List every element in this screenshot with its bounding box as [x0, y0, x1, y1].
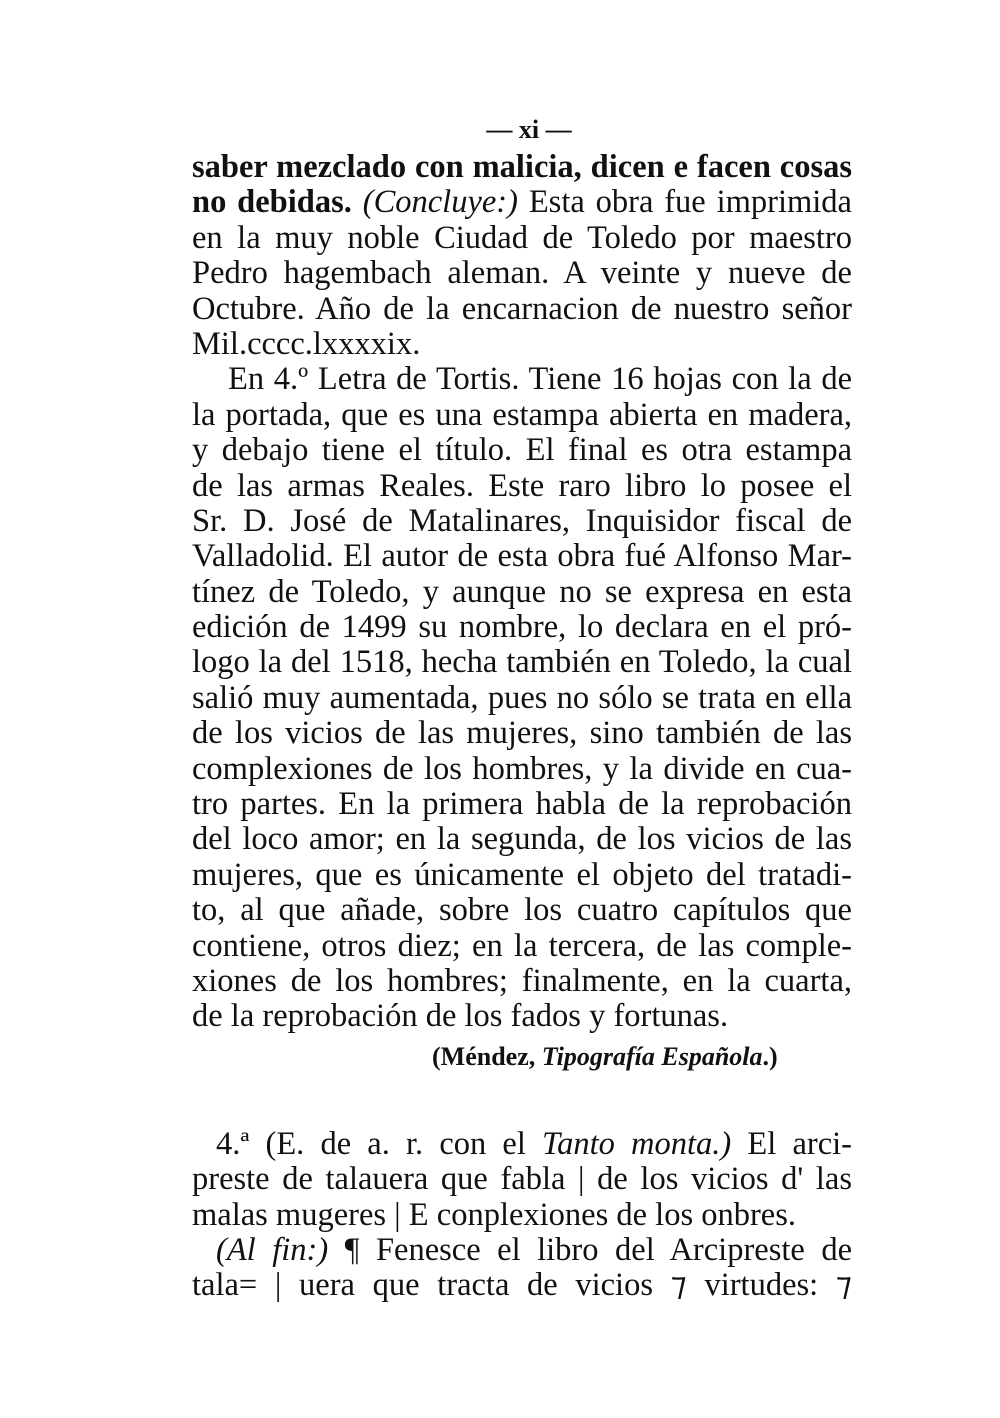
text-line: de las armas Reales. Este raro libro lo posee el — [192, 467, 852, 504]
citation: (Méndez, Tipografía Española.) — [432, 1041, 778, 1071]
tanto-monta: Tanto monta.) — [542, 1125, 732, 1162]
text-line: edición de 1499 su nombre, lo declara en el pró- — [192, 609, 852, 646]
text-line: salió muy aumentada, pues no sólo se trata en ella — [192, 679, 852, 716]
text-line: Sr. D. José de Matalinares, Inquisidor fiscal de — [192, 502, 852, 539]
text-line: 4.ª (E. de a. r. con el Tanto monta.) El arci- — [216, 1125, 852, 1162]
text-line: complexiones de los hombres, y la divide en cua- — [192, 750, 852, 787]
concluye-label: (Concluye:) — [362, 184, 518, 221]
text-line: tro partes. En la primera habla de la reprobación — [192, 786, 852, 823]
text-line: en la muy noble Ciudad de Toledo por maestro — [192, 219, 852, 256]
al-fin-label: (Al fin:) — [216, 1231, 329, 1268]
text-line: xiones de los hombres; finalmente, en la cuarta, — [192, 962, 852, 999]
text-line: no debidas. (Concluye:) Esta obra fue imprimida — [192, 184, 852, 221]
text-line: contiene, otros diez; en la tercera, de las comple- — [192, 927, 852, 964]
text-line: de la reprobación de los fados y fortunas. — [192, 998, 729, 1035]
text-line: mujeres, que es únicamente el objeto del tratadi- — [192, 856, 852, 893]
text-line: En 4.º Letra de Tortis. Tiene 16 hojas con la de — [228, 361, 852, 398]
text-line: y debajo tiene el título. El final es otra estampa — [192, 432, 852, 469]
text-line: preste de talauera que fabla | de los vicios d' las — [192, 1161, 852, 1198]
citation-author: (Méndez, — [432, 1041, 542, 1071]
page-number-header: — xi — — [486, 115, 572, 144]
catalog-entry — [192, 1127, 852, 1304]
text-line: (Al fin:) ¶ Fenesce el libro del Arcipreste de — [216, 1231, 852, 1268]
text-line: del loco amor; en la segunda, de los vicios de las — [192, 821, 852, 858]
text-line: malas mugeres | E conplexiones de los onbres. — [192, 1196, 796, 1233]
book-page — [192, 110, 852, 1304]
entry-format: 4.ª — [216, 1125, 250, 1162]
text-line: de los vicios de las mujeres, sino también de las — [192, 715, 852, 752]
text-line: saber mezclado con malicia, dicen e facen cosas — [192, 149, 852, 185]
text-line: tínez de Toledo, y aunque no se expresa en esta — [192, 573, 852, 610]
text-line: la portada, que es una estampa abierta en madera, — [192, 396, 852, 433]
text-line: to, al que añade, sobre los cuatro capítulos que — [192, 892, 852, 929]
text-line: Mil.cccc.lxxxxix. — [192, 325, 421, 362]
text-line: logo la del 1518, hecha también en Toledo, la cual — [192, 644, 852, 681]
citation-work: Tipografía Española — [541, 1041, 763, 1071]
spacer — [192, 1077, 852, 1127]
text-line: tala= | uera que tracta de vicios ⁊ virtudes: ⁊ — [192, 1267, 852, 1304]
paragraph-colophon — [192, 150, 852, 362]
paragraph-description — [192, 362, 852, 1034]
text-line: Pedro hagembach aleman. A veinte y nueve de — [192, 255, 852, 292]
text-line: Octubre. Año de la encarnacion de nuestro señor — [192, 290, 852, 327]
text-line: Valladolid. El autor de esta obra fué Alfonso Mar- — [192, 538, 852, 575]
